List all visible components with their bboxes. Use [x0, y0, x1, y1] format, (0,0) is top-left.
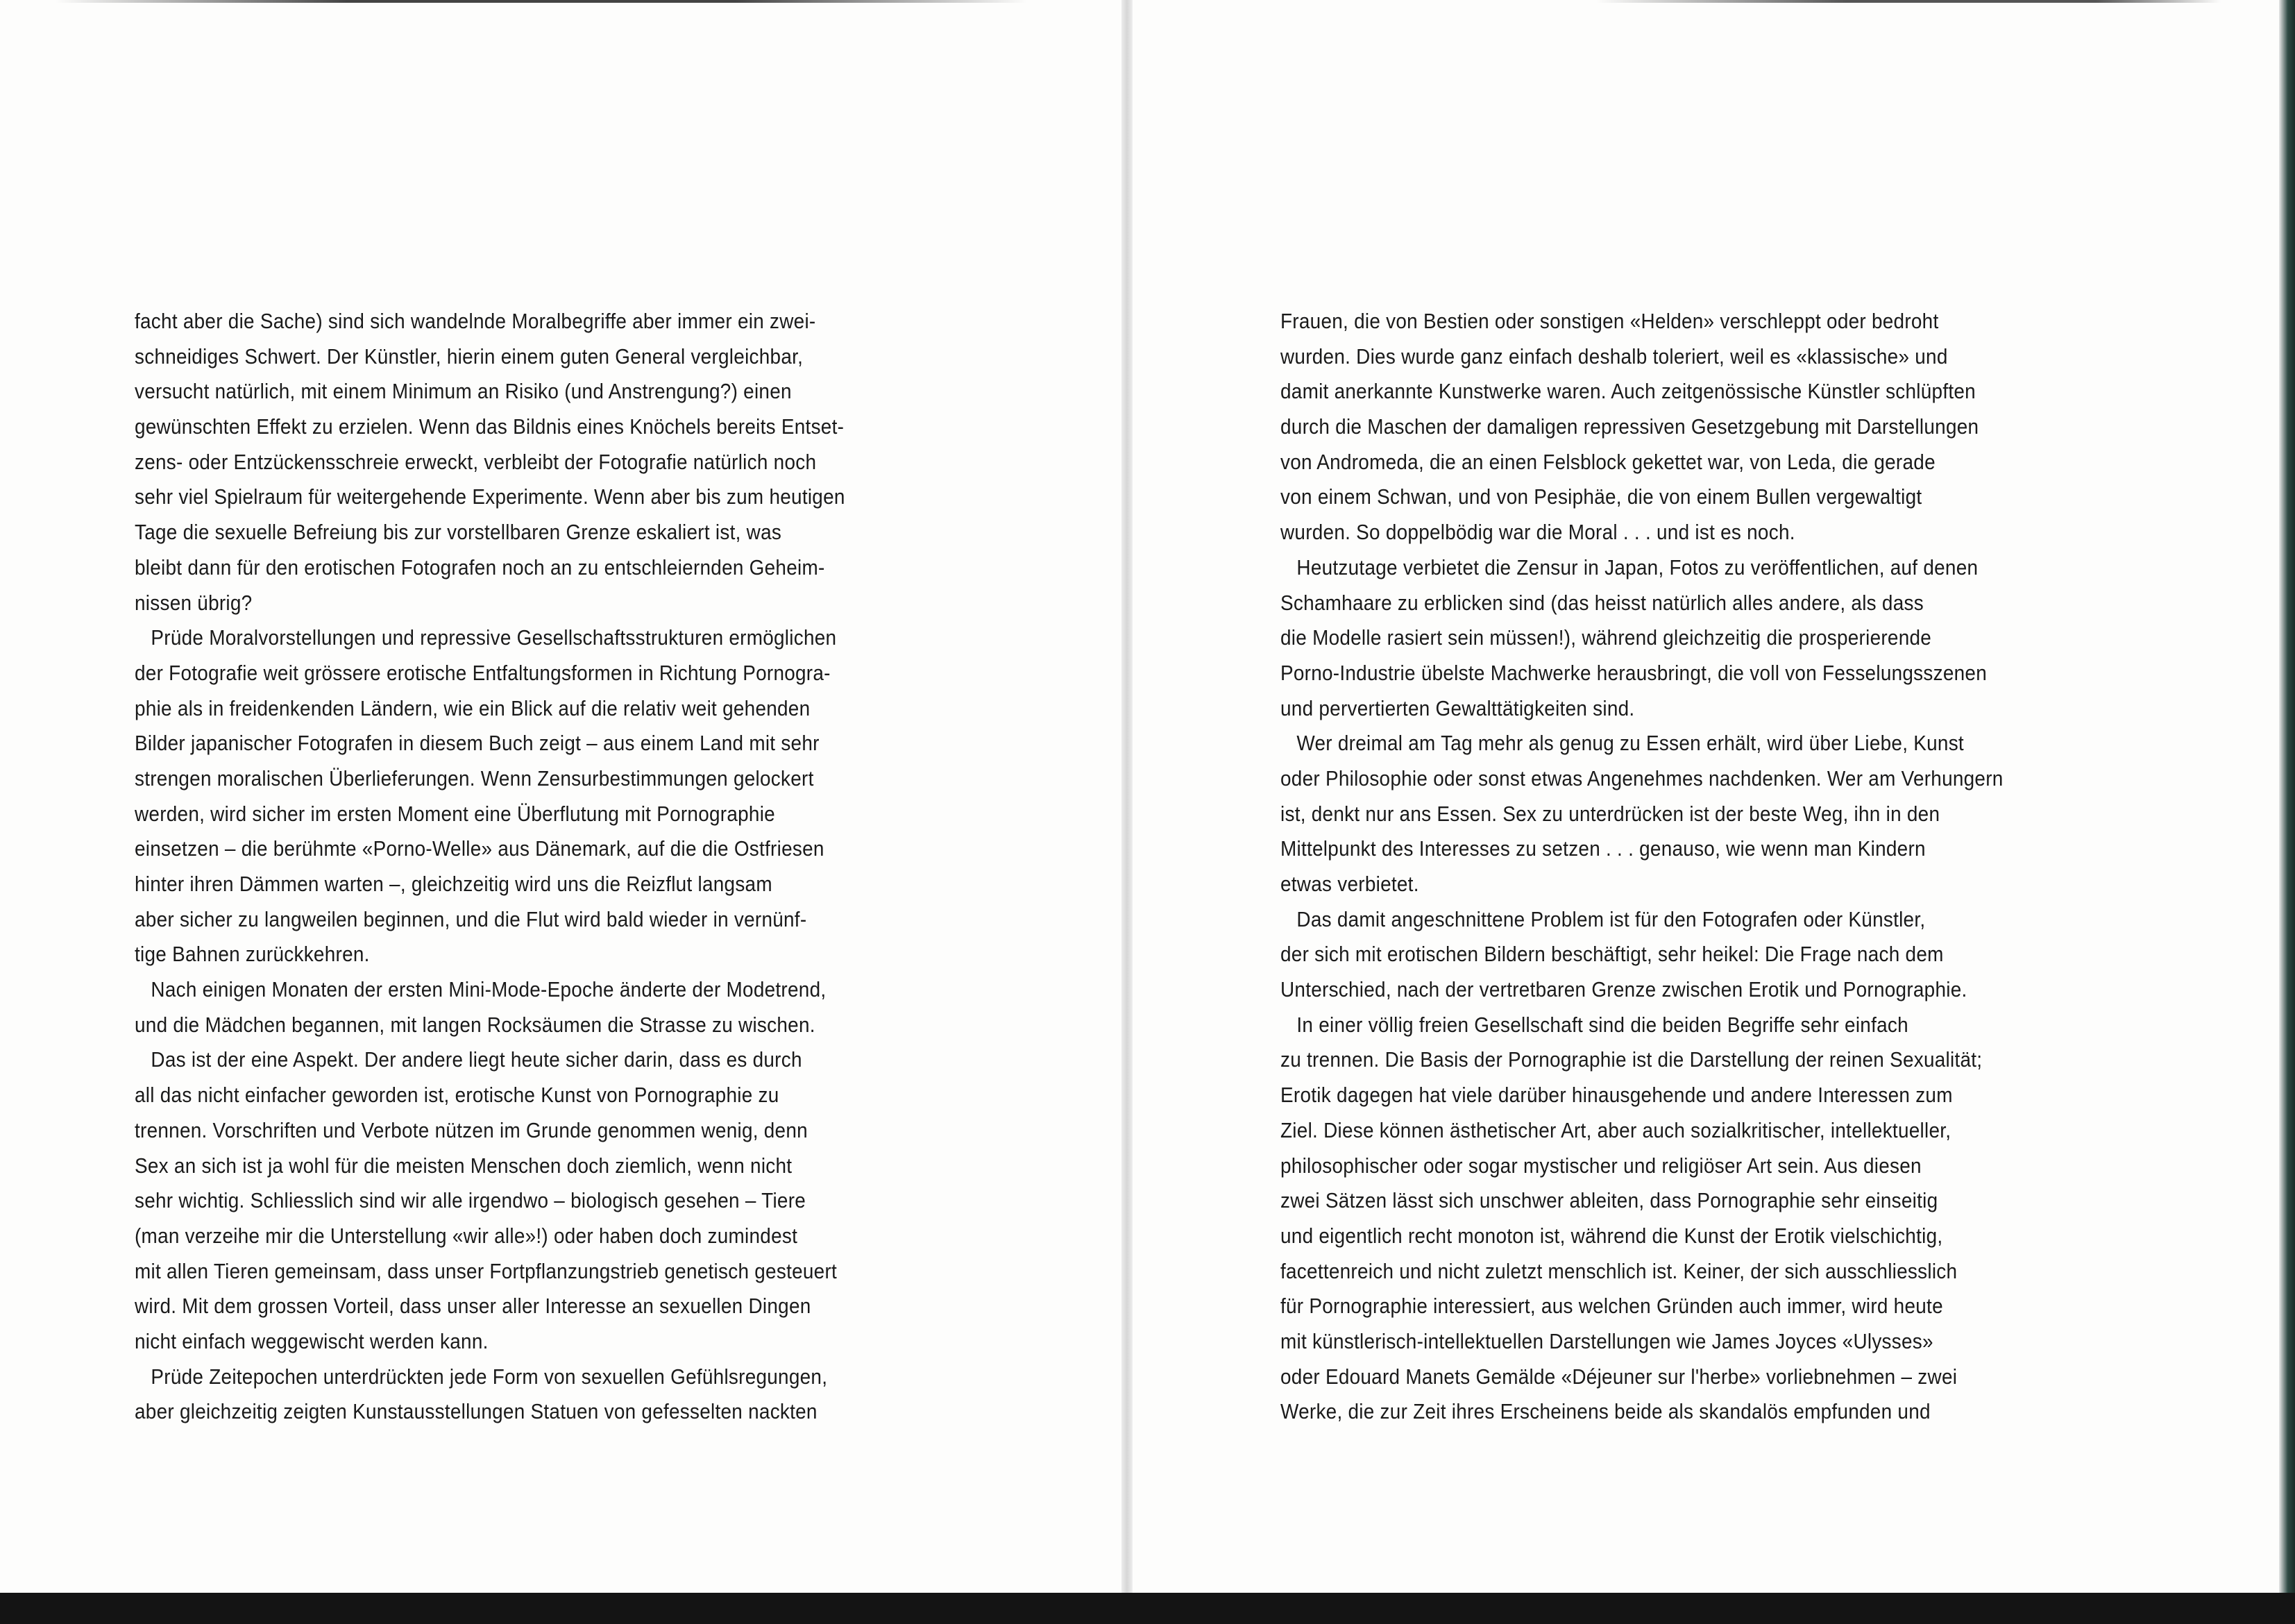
scan-edge-top-right: [1596, 0, 2221, 3]
book-cover-edge: [2279, 0, 2295, 1593]
text-line: von einem Schwan, und von Pesiphäe, die von einem Bullen vergewaltigt: [1280, 484, 1922, 509]
text-line: etwas verbietet.: [1280, 872, 1419, 896]
text-line: Erotik dagegen hat viele darüber hinausgehende und andere Interessen zum: [1280, 1083, 1953, 1108]
book-gutter: [1121, 0, 1133, 1593]
text-line: hinter ihren Dämmen warten –, gleichzeitig wird uns die Reizflut langsam: [135, 872, 772, 896]
text-line: schneidiges Schwert. Der Künstler, hierin einem guten General vergleichbar,: [135, 344, 804, 369]
text-line: mit künstlerisch-intellektuellen Darstellungen wie James Joyces «Ulysses»: [1280, 1328, 1933, 1353]
text-line: sehr wichtig. Schliesslich sind wir alle irgendwo – biologisch gesehen – Tiere: [135, 1188, 806, 1213]
text-line: (man verzeihe mir die Unterstellung «wir alle»!) oder haben doch zumindest: [135, 1223, 798, 1248]
text-line: Tage die sexuelle Befreiung bis zur vorstellbaren Grenze eskaliert ist, was: [135, 520, 782, 545]
text-line: tige Bahnen zurückkehren.: [135, 942, 370, 967]
text-line: Ziel. Diese können ästhetischer Art, aber auch sozialkritischer, intellektueller,: [1280, 1117, 1951, 1142]
text-line: werden, wird sicher im ersten Moment eine Überflutung mit Pornographie: [135, 801, 775, 826]
text-line: philosophischer oder sogar mystischer und religiöser Art sein. Aus diesen: [1280, 1153, 1922, 1178]
text-line: zwei Sätzen lässt sich unschwer ableiten, dass Pornographie sehr einseitig: [1280, 1188, 1938, 1213]
text-line: für Pornographie interessiert, aus welchen Gründen auch immer, wird heute: [1280, 1294, 1943, 1319]
text-line: Heutzutage verbietet die Zensur in Japan, Fotos zu veröffentlichen, auf denen: [1296, 555, 1979, 580]
text-line: wurden. Dies wurde ganz einfach deshalb toleriert, weil es «klassische» und: [1280, 344, 1948, 369]
text-line: ist, denkt nur ans Essen. Sex zu unterdrücken ist der beste Weg, ihn in den: [1280, 801, 1940, 826]
text-line: durch die Maschen der damaligen repressiven Gesetzgebung mit Darstellungen: [1280, 414, 1979, 439]
text-line: Nach einigen Monaten der ersten Mini-Mode-Epoche änderte der Modetrend,: [151, 977, 827, 1002]
text-line: phie als in freidenkenden Ländern, wie ein Blick auf die relativ weit gehenden: [135, 695, 811, 720]
right-text-column: [1280, 304, 2155, 1430]
scan-bottom-edge: [0, 1593, 2295, 1624]
text-line: nicht einfach weggewischt werden kann.: [135, 1328, 489, 1353]
text-line: Bilder japanischer Fotografen in diesem Buch zeigt – aus einem Land mit sehr: [135, 731, 820, 756]
text-line: gewünschten Effekt zu erzielen. Wenn das Bildnis eines Knöchels bereits Entset-: [135, 414, 845, 439]
left-text-column: [135, 304, 1009, 1430]
text-line: und pervertierten Gewalttätigkeiten sind.: [1280, 695, 1635, 720]
text-line: der sich mit erotischen Bildern beschäftigt, sehr heikel: Die Frage nach dem: [1280, 942, 1944, 967]
text-line: Das damit angeschnittene Problem ist für den Fotografen oder Künstler,: [1296, 906, 1926, 931]
text-line: Prüde Zeitepochen unterdrückten jede Form von sexuellen Gefühlsregungen,: [151, 1364, 828, 1389]
text-line: sehr viel Spielraum für weitergehende Experimente. Wenn aber bis zum heutigen: [135, 484, 845, 509]
text-line: die Modelle rasiert sein müssen!), während gleichzeitig die prosperierende: [1280, 625, 1932, 650]
text-line: aber sicher zu langweilen beginnen, und die Flut wird bald wieder in vernünf-: [135, 906, 807, 931]
text-line: Schamhaare zu erblicken sind (das heisst natürlich alles andere, als dass: [1280, 590, 1924, 615]
text-line: Unterschied, nach der vertretbaren Grenze zwischen Erotik und Pornographie.: [1280, 977, 1967, 1002]
text-line: wird. Mit dem grossen Vorteil, dass unser aller Interesse an sexuellen Dingen: [135, 1294, 811, 1319]
text-line: Frauen, die von Bestien oder sonstigen «Helden» verschleppt oder bedroht: [1280, 309, 1939, 333]
text-line: all das nicht einfacher geworden ist, erotische Kunst von Pornographie zu: [135, 1083, 779, 1108]
text-line: Das ist der eine Aspekt. Der andere liegt heute sicher darin, dass es durch: [151, 1047, 802, 1072]
text-line: und die Mädchen begannen, mit langen Rocksäumen die Strasse zu wischen.: [135, 1012, 815, 1037]
text-line: damit anerkannte Kunstwerke waren. Auch zeitgenössische Künstler schlüpften: [1280, 379, 1976, 404]
text-line: facettenreich und nicht zuletzt menschlich ist. Keiner, der sich ausschliesslich: [1280, 1258, 1958, 1283]
text-line: aber gleichzeitig zeigten Kunstausstellungen Statuen von gefesselten nackten: [135, 1399, 818, 1424]
text-line: Sex an sich ist ja wohl für die meisten Menschen doch ziemlich, wenn nicht: [135, 1153, 793, 1178]
text-line: zens- oder Entzückensschreie erweckt, verbleibt der Fotografie natürlich noch: [135, 449, 817, 474]
text-line: strengen moralischen Überlieferungen. Wenn Zensurbestimmungen gelockert: [135, 766, 814, 790]
scan-edge-top-left: [56, 0, 1027, 3]
text-line: oder Edouard Manets Gemälde «Déjeuner sur l'herbe» vorliebnehmen – zwei: [1280, 1364, 1958, 1389]
text-line: bleibt dann für den erotischen Fotografen noch an zu entschleiernden Geheim-: [135, 555, 825, 580]
text-line: nissen übrig?: [135, 590, 253, 615]
text-line: mit allen Tieren gemeinsam, dass unser Fortpflanzungstrieb genetisch gesteuert: [135, 1258, 838, 1283]
text-line: zu trennen. Die Basis der Pornographie ist die Darstellung der reinen Sexualität;: [1280, 1047, 1983, 1072]
text-line: oder Philosophie oder sonst etwas Angenehmes nachdenken. Wer am Verhungern: [1280, 766, 2004, 790]
text-line: facht aber die Sache) sind sich wandelnde Moralbegriffe aber immer ein zwei-: [135, 309, 816, 333]
text-line: Werke, die zur Zeit ihres Erscheinens beide als skandalös empfunden und: [1280, 1399, 1931, 1424]
text-line: und eigentlich recht monoton ist, während die Kunst der Erotik vielschichtig,: [1280, 1223, 1943, 1248]
text-line: Wer dreimal am Tag mehr als genug zu Essen erhält, wird über Liebe, Kunst: [1296, 731, 1964, 756]
text-line: trennen. Vorschriften und Verbote nützen im Grunde genommen wenig, denn: [135, 1117, 808, 1142]
text-line: der Fotografie weit grössere erotische Entfaltungsformen in Richtung Pornogra-: [135, 660, 831, 685]
text-line: In einer völlig freien Gesellschaft sind die beiden Begriffe sehr einfach: [1296, 1012, 1908, 1037]
text-line: Prüde Moralvorstellungen und repressive Gesellschaftsstrukturen ermöglichen: [151, 625, 837, 650]
text-line: versucht natürlich, mit einem Minimum an Risiko (und Anstrengung?) einen: [135, 379, 792, 404]
text-line: wurden. So doppelbödig war die Moral . . . und ist es noch.: [1280, 520, 1795, 545]
text-line: Mittelpunkt des Interesses zu setzen . . . genauso, wie wenn man Kindern: [1280, 836, 1926, 861]
text-line: Porno-Industrie übelste Machwerke herausbringt, die voll von Fesselungsszenen: [1280, 660, 1987, 685]
text-line: einsetzen – die berühmte «Porno-Welle» aus Dänemark, auf die die Ostfriesen: [135, 836, 824, 861]
text-line: von Andromeda, die an einen Felsblock gekettet war, von Leda, die gerade: [1280, 449, 1936, 474]
